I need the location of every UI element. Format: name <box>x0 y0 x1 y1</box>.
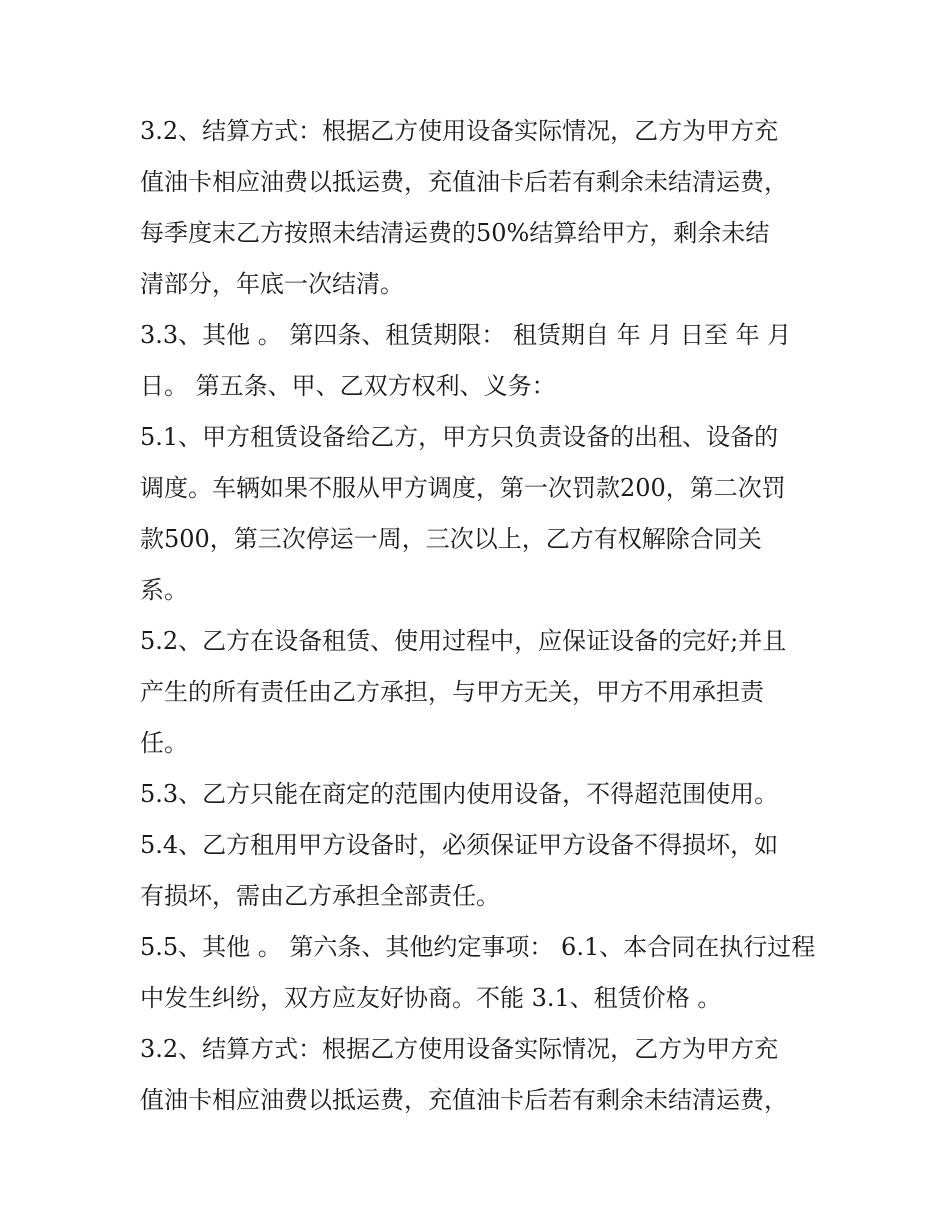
clause-5-3 <box>140 769 820 820</box>
text-line: 值油卡相应油费以抵运费，充值油卡后若有剩余未结清运费， <box>140 1086 788 1114</box>
text-line: 任。 <box>140 729 188 757</box>
text-line: 产生的所有责任由乙方承担，与甲方无关，甲方不用承担责 <box>140 678 764 706</box>
text-line: 3.2、结算方式：根据乙方使用设备实际情况，乙方为甲方充 <box>140 1035 779 1063</box>
clause-5-2 <box>140 616 820 769</box>
text-line: 3.3、其他 。 第四条、租赁期限： 租赁期自 年 月 日至 年 月 <box>140 321 792 349</box>
text-line: 有损坏，需由乙方承担全部责任。 <box>140 882 500 910</box>
text-line: 5.1、甲方租赁设备给乙方，甲方只负责设备的出租、设备的 <box>140 423 779 451</box>
document-body <box>140 106 820 1126</box>
clause-5-1 <box>140 412 820 616</box>
clause-3-3-lease-term <box>140 310 820 412</box>
text-line: 款500，第三次停运一周，三次以上，乙方有权解除合同关 <box>140 525 762 553</box>
text-line: 3.2、结算方式：根据乙方使用设备实际情况，乙方为甲方充 <box>140 117 779 145</box>
text-line: 5.2、乙方在设备租赁、使用过程中，应保证设备的完好;并且 <box>140 627 787 655</box>
text-line: 每季度末乙方按照未结清运费的50%结算给甲方，剩余未结 <box>140 219 770 247</box>
text-line: 调度。车辆如果不服从甲方调度，第一次罚款200，第二次罚 <box>140 474 786 502</box>
text-line: 5.4、乙方租用甲方设备时，必须保证甲方设备不得损坏，如 <box>140 831 779 859</box>
clause-5-4 <box>140 820 820 922</box>
text-line: 日。 第五条、甲、乙双方权利、义务： <box>140 372 556 400</box>
clause-3-2-settlement <box>140 106 820 310</box>
text-line: 5.3、乙方只能在商定的范围内使用设备，不得超范围使用。 <box>140 780 779 808</box>
text-line: 系。 <box>140 576 188 604</box>
text-line: 值油卡相应油费以抵运费，充值油卡后若有剩余未结清运费， <box>140 168 788 196</box>
clause-3-2-settlement-repeat <box>140 1024 820 1126</box>
text-line: 清部分，年底一次结清。 <box>140 270 404 298</box>
text-line: 中发生纠纷，双方应友好协商。不能 3.1、租赁价格 。 <box>140 984 722 1012</box>
clause-5-5 <box>140 922 820 1024</box>
text-line: 5.5、其他 。 第六条、其他约定事项： 6.1、本合同在执行过程 <box>140 933 816 961</box>
